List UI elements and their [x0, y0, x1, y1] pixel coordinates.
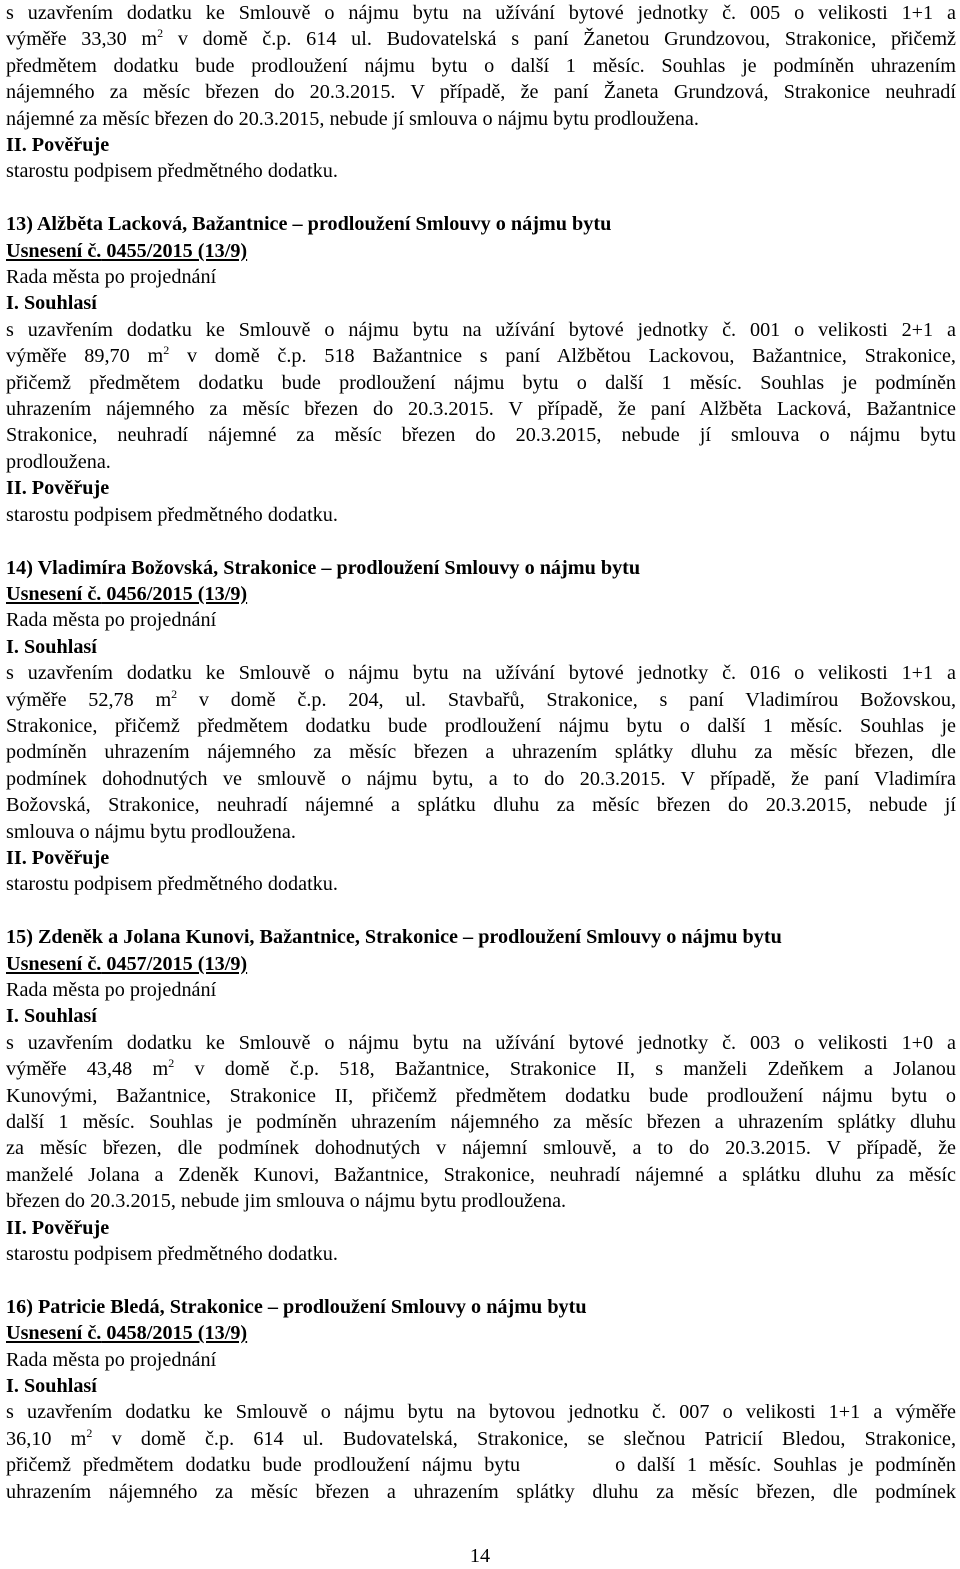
rada-line: Rada města po projednání	[6, 1348, 217, 1371]
body-line: s uzavřením dodatku ke Smlouvě o nájmu bytu na užívání bytové jednotky č. 003 o velikosti 1+0 a	[6, 1031, 956, 1054]
souhlasi-heading: I. Souhlasí	[6, 292, 97, 315]
rada-line: Rada města po projednání	[6, 609, 217, 632]
item-16	[6, 1294, 956, 1505]
item-heading: 15) Zdeněk a Jolana Kunovi, Bažantnice, Strakonice – prodloužení Smlouvy o nájmu bytu	[6, 926, 782, 949]
souhlasi-heading: I. Souhlasí	[6, 635, 97, 658]
body-line: březen do 20.3.2015, nebude jim smlouva o nájmu bytu prodloužena.	[6, 1190, 567, 1213]
body-line: Božovská, Strakonice, neuhradí nájemné a splátku dluhu za měsíc březen do 20.3.2015, nebude jí	[6, 794, 956, 817]
starosta-line: starostu podpisem předmětného dodatku.	[6, 160, 338, 183]
poveruje-heading: II. Pověřuje	[6, 477, 110, 500]
item-15	[6, 924, 956, 1267]
resolution-number: Usnesení č. 0455/2015 (13/9)	[6, 239, 248, 262]
item-heading: 16) Patricie Bledá, Strakonice – prodloužení Smlouvy o nájmu bytu	[6, 1295, 587, 1318]
souhlasi-heading: I. Souhlasí	[6, 1375, 97, 1398]
starosta-line: starostu podpisem předmětného dodatku.	[6, 1243, 338, 1266]
body-line: výměře 33,30 $m^2$ v domě č.p. 614 ul. Budovatelská s paní Žanetou Grundzovou, Strakonice, přičemž	[6, 26, 956, 51]
superscript: 2	[157, 26, 164, 41]
body-line: s uzavřením dodatku ke Smlouvě o nájmu bytu na užívání bytové jednotky č. 005 o velikosti 1+1 a	[6, 2, 956, 24]
item-heading: 14) Vladimíra Božovská, Strakonice – prodloužení Smlouvy o nájmu bytu	[6, 556, 641, 579]
body-line: předmětem dodatku bude prodloužení nájmu bytu o další 1 měsíc. Souhlas je podmíněn uhrazením	[6, 54, 956, 77]
body-line: Strakonice, neuhradí nájemné za měsíc březen do 20.3.2015, nebude jí smlouva o nájmu bytu	[6, 424, 956, 447]
item-13	[6, 211, 956, 528]
page-number: 14	[469, 1545, 491, 1567]
item-continuation	[6, 0, 956, 185]
starosta-line: starostu podpisem předmětného dodatku.	[6, 503, 338, 526]
document-page	[6, 0, 956, 1505]
superscript: 2	[168, 1056, 175, 1071]
poveruje-heading: II. Pověřuje	[6, 846, 110, 869]
body-line: výměře 89,70 $m^2$ v domě č.p. 518 Bažantnice s paní Alžbětou Lackovou, Bažantnice, Strakonice,	[6, 343, 956, 368]
body-line: přičemž předmětem dodatku bude prodloužení nájmu bytu o další 1 měsíc. Souhlas je podmíněn	[6, 371, 956, 394]
body-line: manželé Jolana a Zdeněk Kunovi, Bažantnice, Strakonice, neuhradí nájemné a splátku dluhu za měsíc	[6, 1163, 956, 1186]
rada-line: Rada města po projednání	[6, 266, 217, 289]
item-14	[6, 555, 956, 898]
superscript: 2	[86, 1425, 93, 1440]
body-line: Kunovými, Bažantnice, Strakonice II, přičemž předmětem dodatku bude prodloužení nájmu bytu o	[6, 1084, 956, 1107]
body-line: Strakonice, přičemž předmětem dodatku bude prodloužení nájmu bytu o další 1 měsíc. Souhlas je	[6, 714, 956, 737]
body-line: nájemného za měsíc březen do 20.3.2015. V případě, že paní Žaneta Grundzová, Strakonice neuhradí	[6, 81, 956, 104]
body-line: výměře 52,78 $m^2$ v domě č.p. 204, ul. Stavbařů, Strakonice, s paní Vladimírou Božovskou,	[6, 686, 956, 711]
body-line: prodloužena.	[6, 450, 111, 473]
superscript: 2	[163, 343, 170, 358]
resolution-number: Usnesení č. 0456/2015 (13/9)	[6, 582, 248, 605]
body-line: další 1 měsíc. Souhlas je podmíněn uhrazením nájemného za měsíc březen a uhrazením splátky dluhu	[6, 1111, 956, 1134]
body-line: 36,10 $m^2$ v domě č.p. 614 ul. Budovatelská, Strakonice, se slečnou Patricií Bledou, Strakonice,	[6, 1425, 957, 1450]
body-line: s uzavřením dodatku ke Smlouvě o nájmu bytu na užívání bytové jednotky č. 016 o velikosti 1+1 a	[6, 662, 956, 685]
poveruje-heading: II. Pověřuje	[6, 134, 110, 157]
body-line: nájemné za měsíc březen do 20.3.2015, nebude jí smlouva o nájmu bytu prodloužena.	[6, 107, 699, 130]
body-line: smlouva o nájmu bytu prodloužena.	[6, 820, 296, 843]
body-line: s uzavřením dodatku ke Smlouvě o nájmu bytu na užívání bytové jednotky č. 001 o velikosti 2+1 a	[6, 318, 956, 341]
starosta-line: starostu podpisem předmětného dodatku.	[6, 873, 338, 896]
resolution-number: Usnesení č. 0457/2015 (13/9)	[6, 952, 248, 975]
body-line: přičemž předmětem dodatku bude prodloužení nájmu bytu o další 1 měsíc. Souhlas je podmíněn	[6, 1454, 956, 1477]
body-line: za měsíc březen, dle podmínek dohodnutých v nájemní smlouvě, a to do 20.3.2015. V případě, že	[6, 1137, 956, 1160]
body-line: podmíněn uhrazením nájemného za měsíc březen a uhrazením splátky dluhu za měsíc březen, dle	[6, 741, 956, 764]
rada-line: Rada města po projednání	[6, 978, 217, 1001]
body-line: uhrazením nájemného za měsíc březen do 20.3.2015. V případě, že paní Alžběta Lacková, Bažantnice	[6, 398, 956, 421]
body-line: uhrazením nájemného za měsíc březen a uhrazením splátky dluhu za měsíc březen, dle podmínek	[6, 1480, 956, 1503]
item-heading: 13) Alžběta Lacková, Bažantnice – prodloužení Smlouvy o nájmu bytu	[6, 213, 612, 236]
body-line: výměře 43,48 $m^2$ v domě č.p. 518, Bažantnice, Strakonice II, s manželi Zdeňkem a Jolanou	[6, 1056, 956, 1081]
body-line: s uzavřením dodatku ke Smlouvě o nájmu bytu na bytovou jednotku č. 007 o velikosti 1+1 a výměře	[6, 1401, 956, 1424]
resolution-number: Usnesení č. 0458/2015 (13/9)	[6, 1322, 248, 1345]
poveruje-heading: II. Pověřuje	[6, 1216, 110, 1239]
superscript: 2	[171, 686, 178, 701]
body-line: podmínek dohodnutých ve smlouvě o nájmu bytu, a to do 20.3.2015. V případě, že paní Vladimíra	[6, 767, 956, 790]
souhlasi-heading: I. Souhlasí	[6, 1005, 97, 1028]
